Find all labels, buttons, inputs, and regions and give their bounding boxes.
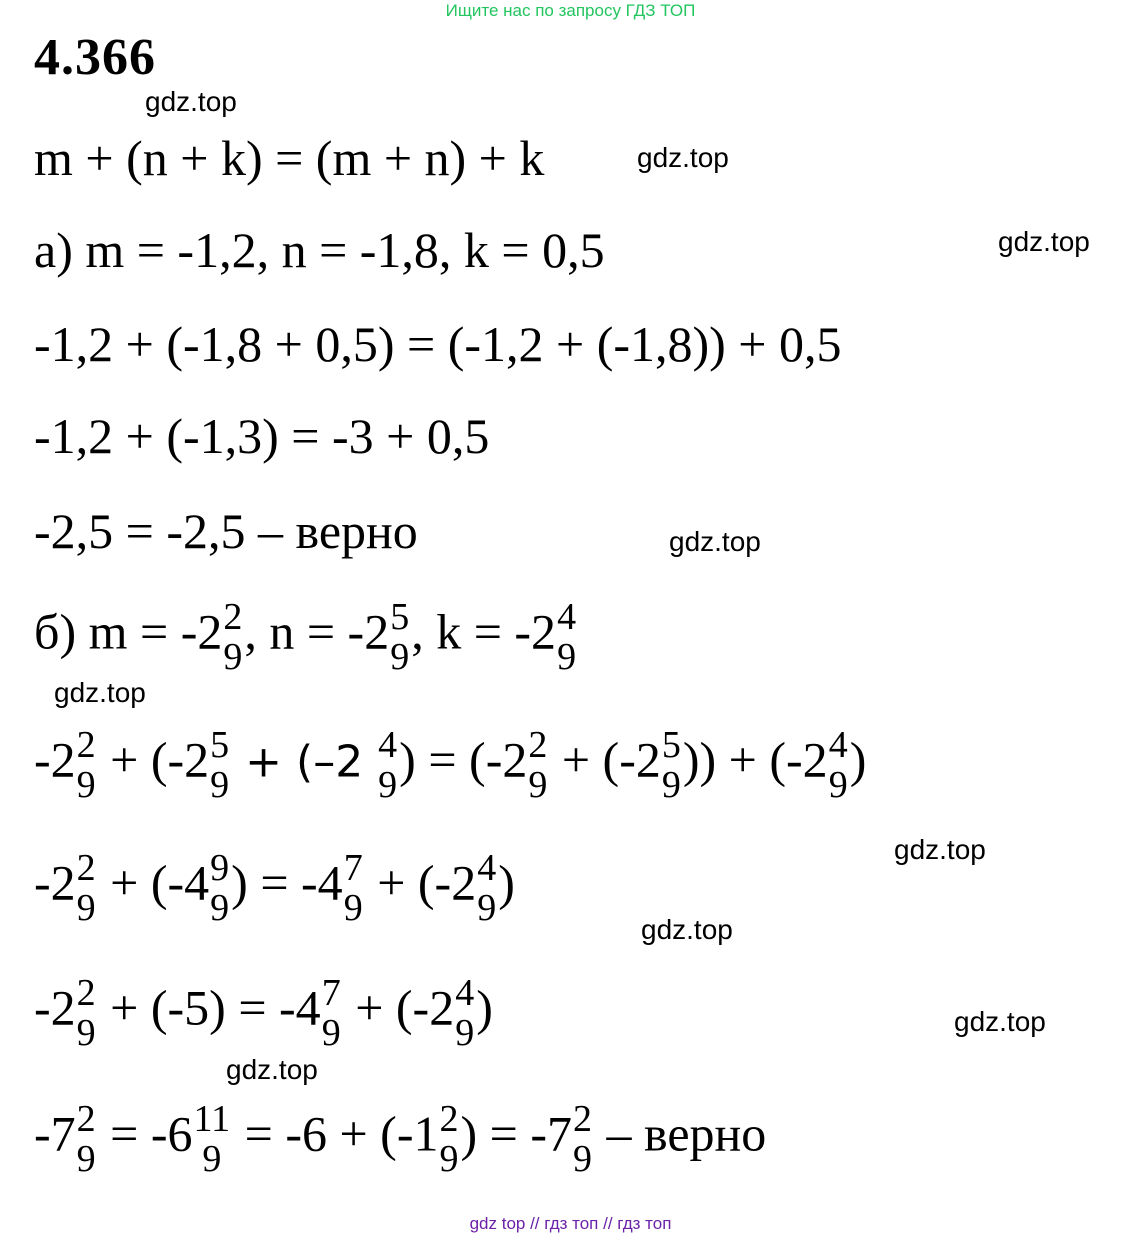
math-text: , k = [411, 603, 515, 660]
fraction-numerator: 2 [76, 847, 96, 889]
fraction-numerator: 2 [76, 972, 96, 1014]
part-a-result: -2,5 = -2,5 – верно [34, 503, 418, 559]
fraction [662, 726, 681, 804]
fraction [77, 1100, 96, 1178]
math-text: = [232, 1105, 286, 1162]
fraction-numerator: 4 [557, 596, 577, 638]
associative-law: m + (n + k) = (m + n) + k [34, 130, 545, 186]
fraction [223, 598, 242, 676]
fraction-denominator: 9 [557, 636, 577, 678]
fraction-denominator: 9 [210, 887, 230, 929]
fraction [77, 726, 96, 804]
fraction-denominator: 9 [76, 1012, 96, 1054]
math-text: + ( [364, 854, 435, 911]
math-text: -2 [619, 731, 661, 788]
math-text: ) [231, 854, 248, 911]
part-b-result [34, 1100, 766, 1178]
math-text: -6 [285, 1105, 327, 1162]
fraction-denominator: 9 [76, 764, 96, 806]
math-text: -2 [34, 854, 76, 911]
math-text: ) [399, 731, 416, 788]
math-text: -4 [301, 854, 343, 911]
math-text: + ( [97, 854, 168, 911]
math-text: -1 [396, 1105, 439, 1162]
math-text: – верно [594, 1105, 767, 1162]
watermark: gdz.top [637, 142, 729, 173]
math-text: -2 [485, 731, 528, 788]
watermark: gdz.top [145, 86, 237, 117]
math-text: -2 [347, 603, 390, 660]
fraction-denominator: 9 [210, 764, 230, 806]
fraction [378, 726, 397, 804]
fraction [390, 598, 409, 676]
part-a-step-1: -1,2 + (-1,8 + 0,5) = (-1,2 + (-1,8)) + 0,5 [34, 316, 842, 372]
fraction-numerator: 4 [477, 847, 497, 889]
footer-links: gdz top // гдз топ // гдз топ [469, 1214, 672, 1233]
math-text: + ( [231, 736, 314, 788]
math-text: -2 [34, 731, 76, 788]
fraction-denominator: 9 [76, 1138, 96, 1180]
fraction-numerator: 5 [390, 596, 410, 638]
fraction-numerator: 2 [76, 1098, 96, 1140]
fraction [210, 849, 229, 927]
math-text: -5 [167, 979, 210, 1036]
math-text: –2 [313, 736, 378, 788]
math-text: -2 [167, 731, 210, 788]
fraction-numerator: 2 [76, 724, 96, 766]
fraction-numerator: 11 [193, 1098, 231, 1140]
task-number: 4.366 [34, 29, 156, 86]
part-a-condition: а) m = -1,2, n = -1,8, k = 0,5 [34, 222, 605, 278]
fraction-denominator: 9 [455, 1012, 475, 1054]
math-text: = [225, 979, 280, 1036]
math-text: = [247, 854, 302, 911]
fraction [455, 974, 474, 1052]
fraction [344, 849, 363, 927]
fraction [829, 726, 848, 804]
math-text: -2 [34, 979, 76, 1036]
part-b-step-1 [34, 726, 866, 804]
fraction-denominator: 9 [477, 887, 497, 929]
fraction-numerator: 2 [439, 1098, 459, 1140]
math-text: )) [682, 731, 717, 788]
fraction-numerator: 7 [321, 972, 341, 1014]
fraction-denominator: 9 [76, 887, 96, 929]
fraction-denominator: 9 [661, 764, 681, 806]
fraction-denominator: 9 [439, 1138, 459, 1180]
fraction-numerator: 7 [343, 847, 363, 889]
watermark: gdz.top [998, 226, 1090, 257]
math-text: , n = [244, 603, 348, 660]
fraction-denominator: 9 [828, 764, 848, 806]
math-text: -7 [34, 1105, 76, 1162]
math-text: = [97, 1105, 151, 1162]
fraction [210, 726, 229, 804]
fraction-numerator: 2 [573, 1098, 592, 1140]
math-text: + ( [549, 731, 620, 788]
math-text: -2 [514, 603, 557, 660]
fraction [557, 598, 576, 676]
math-text: -4 [167, 854, 210, 911]
math-text: ) [849, 731, 867, 788]
math-text: + ( [326, 1105, 397, 1162]
fraction-denominator: 9 [202, 1138, 222, 1180]
part-b-step-2 [34, 849, 515, 927]
fraction [194, 1100, 231, 1178]
watermark: gdz.top [669, 526, 761, 557]
math-text: + ( [97, 979, 168, 1036]
watermark: gdz.top [954, 1006, 1046, 1037]
watermark: gdz.top [226, 1054, 318, 1085]
fraction-denominator: 9 [321, 1012, 341, 1054]
watermark: gdz.top [641, 914, 733, 945]
fraction [77, 974, 96, 1052]
math-text: -2 [434, 854, 477, 911]
math-text: -6 [150, 1105, 193, 1162]
part-b-condition [34, 598, 578, 676]
part-a-step-2: -1,2 + (-1,3) = -3 + 0,5 [34, 408, 490, 464]
fraction-denominator: 9 [528, 764, 548, 806]
watermark: gdz.top [54, 677, 146, 708]
fraction-numerator: 2 [223, 596, 243, 638]
math-text: + ( [716, 731, 787, 788]
math-text: = [477, 1105, 531, 1162]
fraction-denominator: 9 [343, 887, 363, 929]
math-text: + ( [97, 731, 168, 788]
fraction [528, 726, 547, 804]
math-text: ) [476, 979, 493, 1036]
fraction-denominator: 9 [223, 636, 243, 678]
fraction-numerator: 2 [528, 724, 548, 766]
math-text: = ( [415, 731, 486, 788]
fraction-numerator: 4 [378, 724, 398, 766]
fraction [477, 849, 496, 927]
fraction-numerator: 4 [455, 972, 475, 1014]
math-text: -2 [412, 979, 455, 1036]
math-text: + ( [342, 979, 413, 1036]
search-hint: Ищите нас по запросу ГДЗ ТОП [445, 1, 696, 20]
part-b-step-3 [34, 974, 493, 1052]
fraction [322, 974, 341, 1052]
math-text: -7 [530, 1105, 572, 1162]
fraction-denominator: 9 [573, 1138, 592, 1180]
fraction-numerator: 5 [661, 724, 681, 766]
math-text: б) m = [34, 603, 181, 660]
math-text: -4 [279, 979, 321, 1036]
fraction-denominator: 9 [378, 764, 398, 806]
fraction [573, 1100, 592, 1178]
math-text: -2 [786, 731, 828, 788]
fraction [77, 849, 96, 927]
fraction-denominator: 9 [390, 636, 410, 678]
math-text: ) [498, 854, 515, 911]
fraction-numerator: 9 [210, 847, 230, 889]
fraction-numerator: 5 [210, 724, 230, 766]
math-text: -2 [180, 603, 223, 660]
watermark: gdz.top [894, 834, 986, 865]
math-text: ) [460, 1105, 478, 1162]
math-text: ) [209, 979, 226, 1036]
fraction [439, 1100, 458, 1178]
fraction-numerator: 4 [828, 724, 848, 766]
